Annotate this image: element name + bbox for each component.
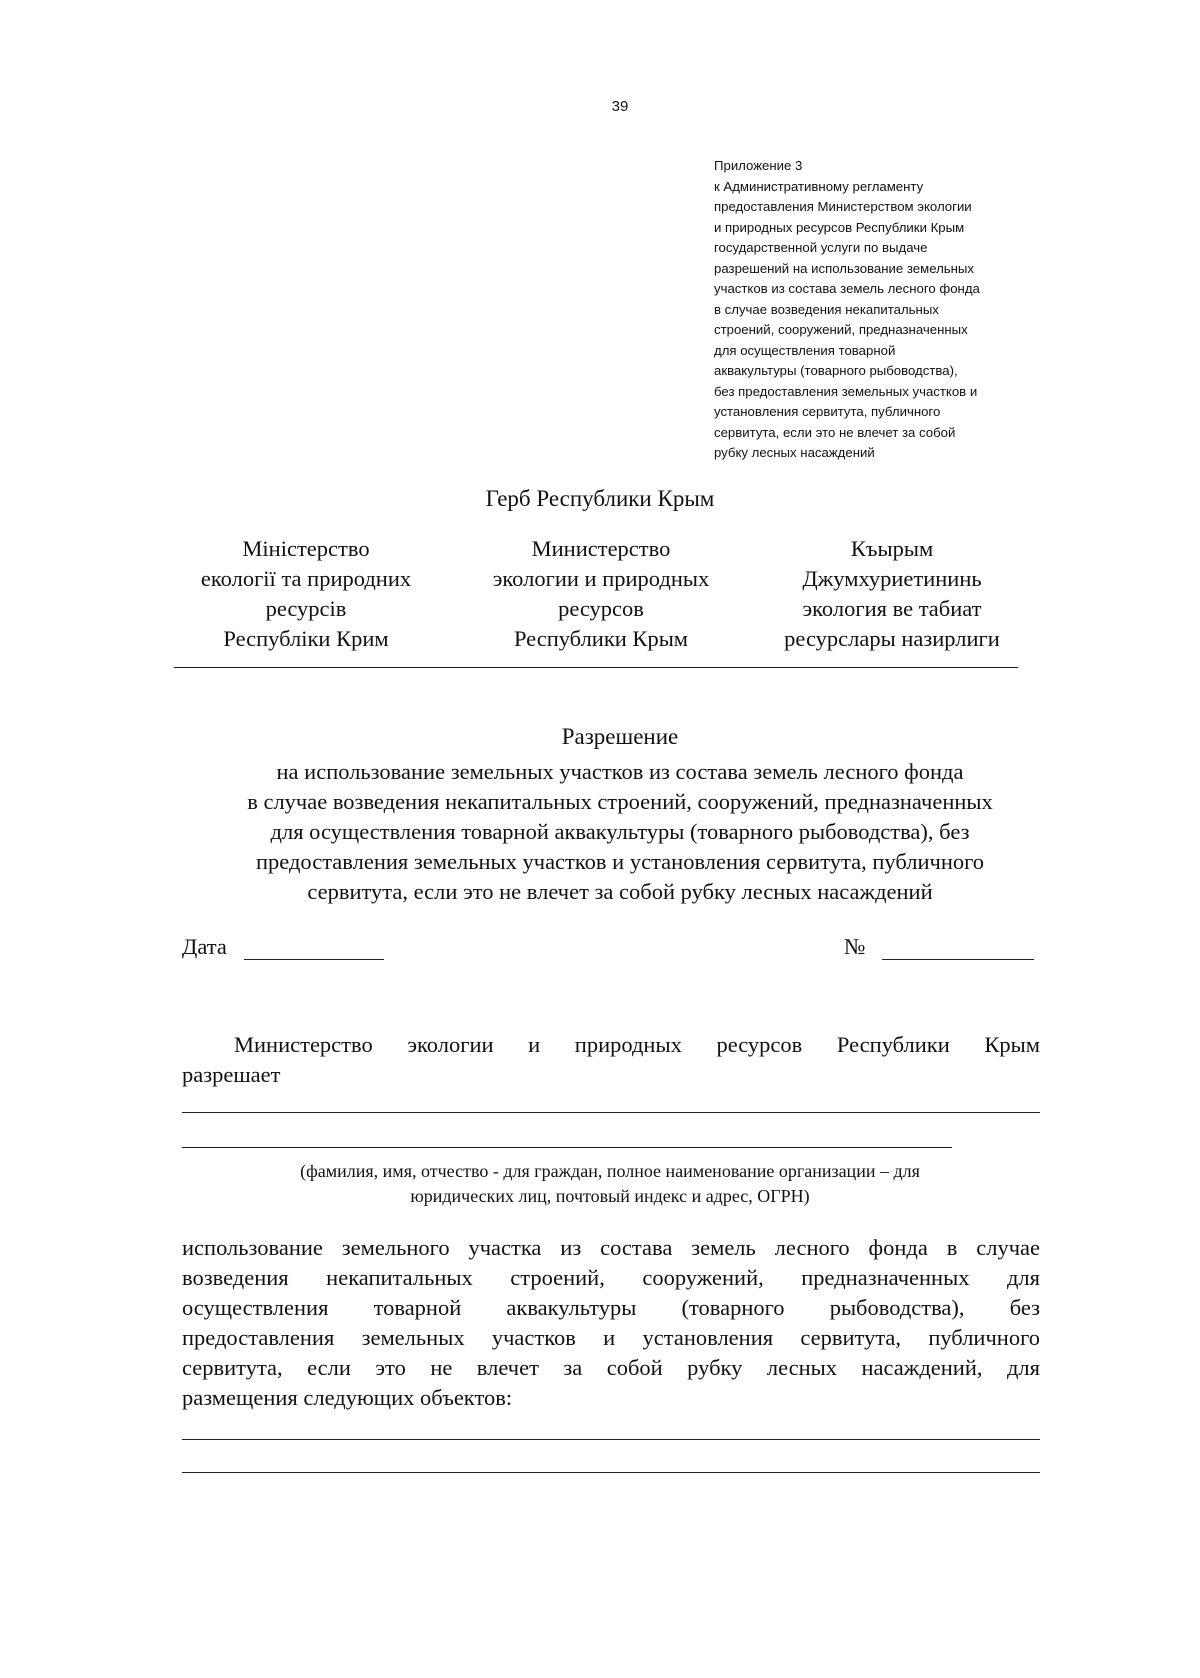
appendix-line: разрешений на использование земельных (714, 260, 975, 276)
appendix-line: аквакультуры (товарного рыбоводства), (714, 363, 958, 378)
number-field[interactable] (882, 959, 1034, 960)
appendix-line: без предоставления земельных участков и (714, 383, 978, 399)
ministry-line: екології та природних (200, 566, 412, 591)
appendix-line: в случае возведения некапитальных (714, 301, 939, 317)
ministry-name-crimean-tatar (762, 534, 1022, 654)
body-line: предоставления земельных участков и установления сервитута, публичного (182, 1325, 1040, 1350)
appendix-line: рубку лесных насаждений (714, 445, 875, 460)
coat-of-arms-caption: Герб Республики Крым (485, 486, 715, 511)
ministry-line: Къырым (850, 536, 934, 561)
appendix-line: сервитута, если это не влечет за собой (714, 424, 956, 440)
appendix-line: для осуществления товарной (714, 342, 896, 358)
permit-subtitle-line: сервитута, если это не влечет за собой рубку лесных насаждений (307, 879, 933, 904)
ministry-line: экология ве табиат (802, 596, 982, 621)
appendix-line: Приложение 3 (714, 158, 803, 173)
date-field[interactable] (244, 959, 384, 960)
applicant-hint-line: юридических лиц, почтовый индекс и адрес, ОГРН) (410, 1186, 810, 1206)
page-number: 39 (611, 98, 629, 115)
ministry-line: Міністерство (242, 536, 370, 561)
ministry-name-russian (456, 534, 746, 654)
ministry-line: ресурсов (558, 596, 644, 621)
permit-subtitle-line: предоставления земельных участков и установления сервитута, публичного (255, 849, 985, 874)
body-line: сервитута, если это не влечет за собой рубку лесных насаждений, для (182, 1355, 1040, 1380)
body-paragraph (182, 1233, 1040, 1413)
permit-subtitle-line: для осуществления товарной аквакультуры (товарного рыбоводства), без (270, 819, 970, 844)
ministry-header (172, 534, 1022, 654)
body-line: использование земельного участка из состава земель лесного фонда в случае (182, 1235, 1040, 1260)
objects-field-line-1[interactable] (182, 1439, 1040, 1440)
permit-title: Разрешение (561, 724, 679, 749)
ministry-line: ресурсів (265, 596, 347, 621)
ministry-line: Джумхуриетининь (802, 566, 982, 591)
permit-subtitle-line: на использование земельных участков из состава земель лесного фонда (276, 759, 964, 784)
ministry-line: ресурслары назирлиги (784, 626, 1000, 651)
body-line: осуществления товарной аквакультуры (товарного рыбоводства), без (182, 1295, 1040, 1320)
intro-line: Министерство экологии и природных ресурсов Республики Крым (234, 1032, 1040, 1057)
intro-paragraph (182, 1030, 1040, 1090)
ministry-line: Республіки Крим (223, 626, 389, 651)
permit-subtitle (150, 757, 1090, 907)
number-label: № (844, 934, 866, 959)
intro-line: разрешает (182, 1062, 281, 1087)
ministry-line: экологии и природных (492, 566, 710, 591)
applicant-hint (170, 1159, 1050, 1209)
ministry-line: Республики Крым (513, 626, 689, 651)
date-label: Дата (182, 934, 227, 959)
appendix-note (714, 156, 1074, 464)
permit-subtitle-line: в случае возведения некапитальных строений, сооружений, предназначенных (247, 789, 993, 814)
body-line: размещения следующих объектов: (182, 1385, 513, 1410)
appendix-line: установления сервитута, публичного (714, 404, 941, 419)
appendix-line: к Административному регламенту (714, 178, 924, 194)
body-line: возведения некапитальных строений, сооружений, предназначенных для (182, 1265, 1040, 1290)
appendix-line: участков из состава земель лесного фонда (714, 281, 980, 296)
applicant-hint-line: (фамилия, имя, отчество - для граждан, полное наименование организации – для (300, 1161, 920, 1181)
ministry-line: Министерство (531, 536, 671, 561)
ministry-name-ukrainian (172, 534, 440, 654)
appendix-line: предоставления Министерством экологии (714, 199, 972, 214)
applicant-field-line-1[interactable] (182, 1112, 1040, 1113)
objects-field-line-2[interactable] (182, 1472, 1040, 1473)
appendix-line: государственной услуги по выдаче (714, 240, 928, 255)
date-number-row (182, 934, 1040, 968)
appendix-line: и природных ресурсов Республики Крым (714, 219, 965, 235)
appendix-line: строений, сооружений, предназначенных (714, 322, 968, 337)
applicant-field-line-2[interactable] (182, 1147, 952, 1148)
header-divider (174, 667, 1018, 668)
